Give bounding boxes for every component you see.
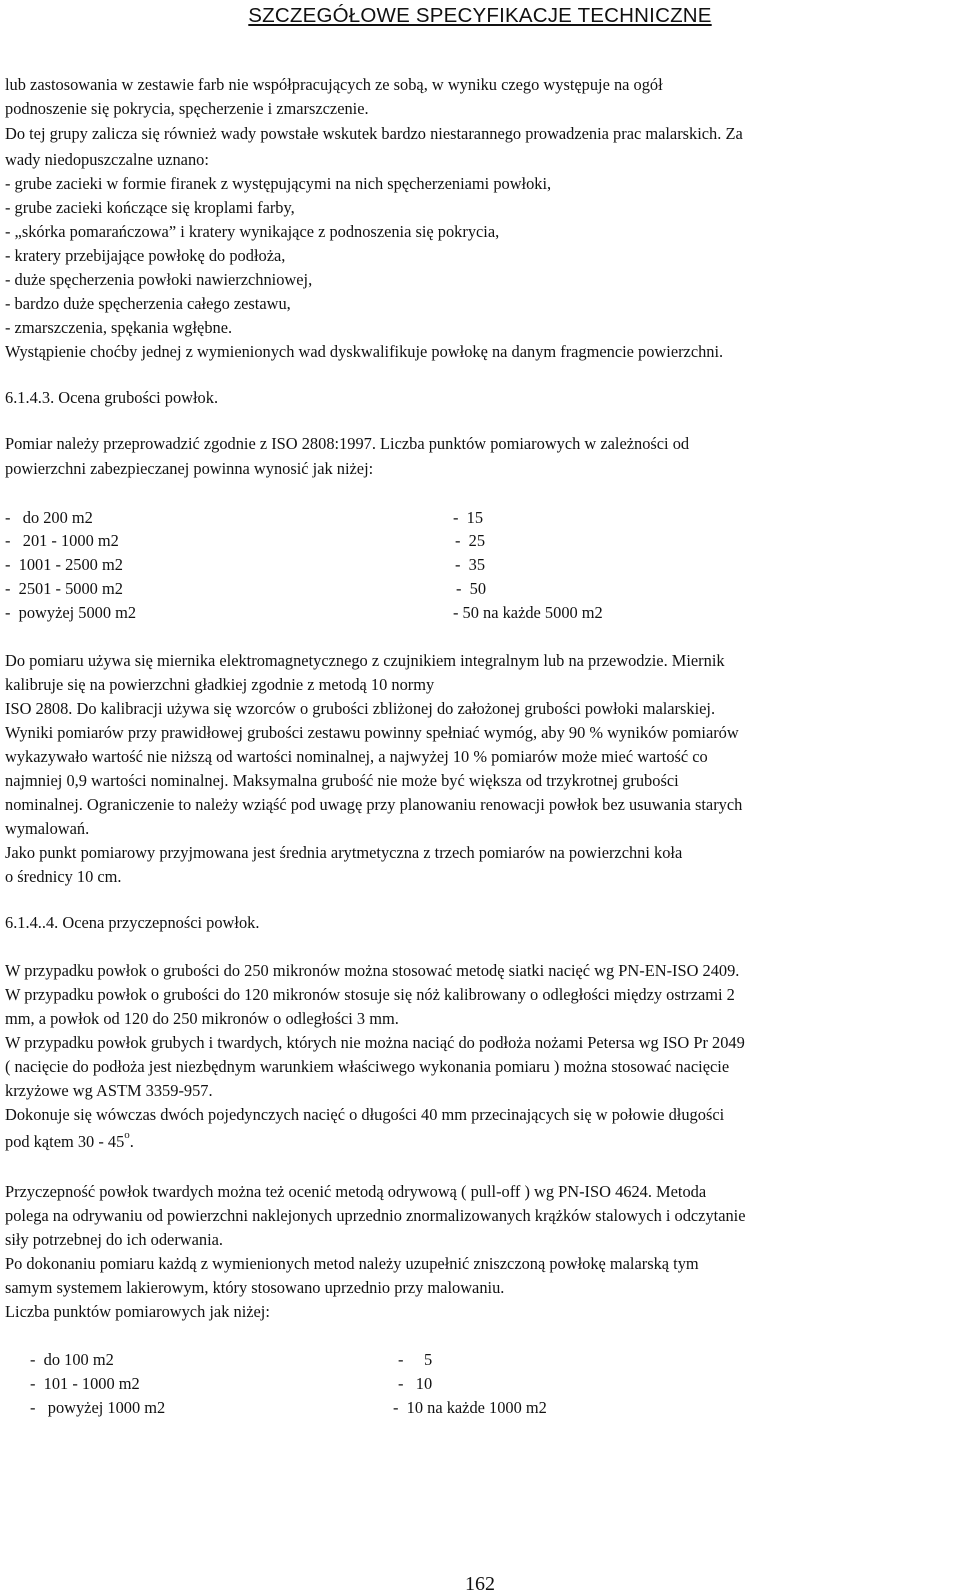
table-cell-points: - 50 na każde 5000 m2 [453, 603, 603, 622]
text-line: Wyniki pomiarów przy prawidłowej grubości zestawu powinny spełniać wymóg, aby 90 % wyników pomiarów [5, 723, 739, 742]
table-cell-area: - do 100 m2 [30, 1350, 114, 1369]
text-line: Wystąpienie choćby jednej z wymienionych wad dyskwalifikuje powłokę na danym fragmencie powierzchni. [5, 342, 724, 361]
text-line: W przypadku powłok grubych i twardych, których nie można naciąć do podłoża nożami Petersa wg ISO Pr 2049 [5, 1033, 745, 1052]
text-line: ( nacięcie do podłoża jest niezbędnym warunkiem właściwego wykonania pomiaru ) można stosować nacięcie [5, 1057, 730, 1076]
text-line: powierzchni zabezpieczanej powinna wynosić jak niżej: [5, 459, 374, 478]
section-heading: 6.1.4.3. Ocena grubości powłok. [5, 388, 219, 407]
sentence-end: . [129, 1132, 134, 1151]
text-line: podnoszenie się pokrycia, spęcherzenie i zmarszczenie. [5, 99, 369, 118]
list-item: - kratery przebijające powłokę do podłoża, [5, 246, 286, 265]
table-cell-points: - 5 [398, 1350, 433, 1369]
text-line: najmniej 0,9 wartości nominalnej. Maksymalna grubość nie może być większa od trzykrotnej grubości [5, 771, 679, 790]
text-line: wymalowań. [5, 819, 90, 838]
text-line: siły potrzebnej do ich oderwania. [5, 1230, 224, 1249]
table-cell-points: - 15 [453, 508, 484, 527]
table-cell-points: - 10 [398, 1374, 433, 1393]
text-line: Przyczepność powłok twardych można też ocenić metodą odrywową ( pull-off ) wg PN-ISO 4624. Metoda [5, 1182, 707, 1201]
page-number: 162 [465, 1573, 495, 1595]
table-cell-area: - 201 - 1000 m2 [5, 531, 119, 550]
text-line: lub zastosowania w zestawie farb nie współpracujących ze sobą, w wyniku czego występuje na ogół [5, 75, 663, 94]
text-line: Do tej grupy zalicza się również wady powstałe wskutek bardzo niestarannego prowadzenia prac malarskich. Za [5, 124, 743, 143]
table-cell-points: - 10 na każde 1000 m2 [393, 1398, 547, 1417]
text-line: wykazywało wartość nie niższą od wartości nominalnej, a najwyżej 10 % pomiarów może mieć wartość co [5, 747, 708, 766]
text-line: Dokonuje się wówczas dwóch pojedynczych nacięć o długości 40 mm przecinających się w połowie długości [5, 1105, 725, 1124]
table-cell-points: - 50 [456, 579, 487, 598]
table-cell-points: - 25 [455, 531, 486, 550]
section-heading: 6.1.4..4. Ocena przyczepności powłok. [5, 913, 260, 932]
text-line: Jako punkt pomiarowy przyjmowana jest średnia arytmetyczna z trzech pomiarów na powierzchni koła [5, 843, 683, 862]
degree-superscript: o [124, 1129, 130, 1141]
table-cell-area: - do 200 m2 [5, 508, 93, 527]
table-cell-area: - powyżej 1000 m2 [30, 1398, 166, 1417]
text-line: W przypadku powłok o grubości do 120 mikronów stosuje się nóż kalibrowany o odległości między ostrzami 2 [5, 985, 735, 1004]
text-line: Pomiar należy przeprowadzić zgodnie z ISO 2808:1997. Liczba punktów pomiarowych w zależności od [5, 434, 690, 453]
text-line: samym systemem lakierowym, który stosowano uprzednio przy malowaniu. [5, 1278, 505, 1297]
text-line: o średnicy 10 cm. [5, 867, 122, 886]
text-line: nominalnej. Ograniczenie to należy wziąść pod uwagę przy planowaniu renowacji powłok bez usuwania starych [5, 795, 743, 814]
page-title: SZCZEGÓŁOWE SPECYFIKACJE TECHNICZNE [248, 4, 712, 27]
text-line: W przypadku powłok o grubości do 250 mikronów można stosować metodę siatki nacięć wg PN-EN-ISO 2409. [5, 961, 740, 980]
list-item: - duże spęcherzenia powłoki nawierzchniowej, [5, 270, 313, 289]
table-cell-area: - 1001 - 2500 m2 [5, 555, 123, 574]
table-cell-area: - 101 - 1000 m2 [30, 1374, 140, 1393]
table-cell-points: - 35 [455, 555, 486, 574]
text-line: krzyżowe wg ASTM 3359-957. [5, 1081, 213, 1100]
table-cell-area: - 2501 - 5000 m2 [5, 579, 123, 598]
angle-text: pod kątem 30 - 45 [5, 1132, 125, 1151]
text-line: polega na odrywaniu od powierzchni naklejonych uprzednio znormalizowanych krążków stalowych i odczytanie [5, 1206, 746, 1225]
list-item: - grube zacieki w formie firanek z występującymi na nich spęcherzeniami powłoki, [5, 174, 552, 193]
list-item: - grube zacieki kończące się kroplami farby, [5, 198, 295, 217]
text-line: mm, a powłok od 120 do 250 mikronów o odległości 3 mm. [5, 1009, 399, 1028]
text-line: kalibruje się na powierzchni gładkiej zgodnie z metodą 10 normy [5, 675, 435, 694]
text-line [5, 1129, 134, 1151]
text-line: wady niedopuszczalne uznano: [5, 150, 209, 169]
text-line: Liczba punktów pomiarowych jak niżej: [5, 1302, 270, 1321]
list-item: - bardzo duże spęcherzenia całego zestawu, [5, 294, 291, 313]
text-line: Po dokonaniu pomiaru każdą z wymienionych metod należy uzupełnić zniszczoną powłokę malarską tym [5, 1254, 699, 1273]
table-cell-area: - powyżej 5000 m2 [5, 603, 137, 622]
text-line: Do pomiaru używa się miernika elektromagnetycznego z czujnikiem integralnym lub na przewodzie. Miernik [5, 651, 725, 670]
list-item: - „skórka pomarańczowa” i kratery wynikające z podnoszenia się pokrycia, [5, 222, 500, 241]
text-line: ISO 2808. Do kalibracji używa się wzorców o grubości zbliżonej do założonej grubości powłoki malarskiej. [5, 699, 716, 718]
list-item: - zmarszczenia, spękania wgłębne. [5, 318, 233, 337]
